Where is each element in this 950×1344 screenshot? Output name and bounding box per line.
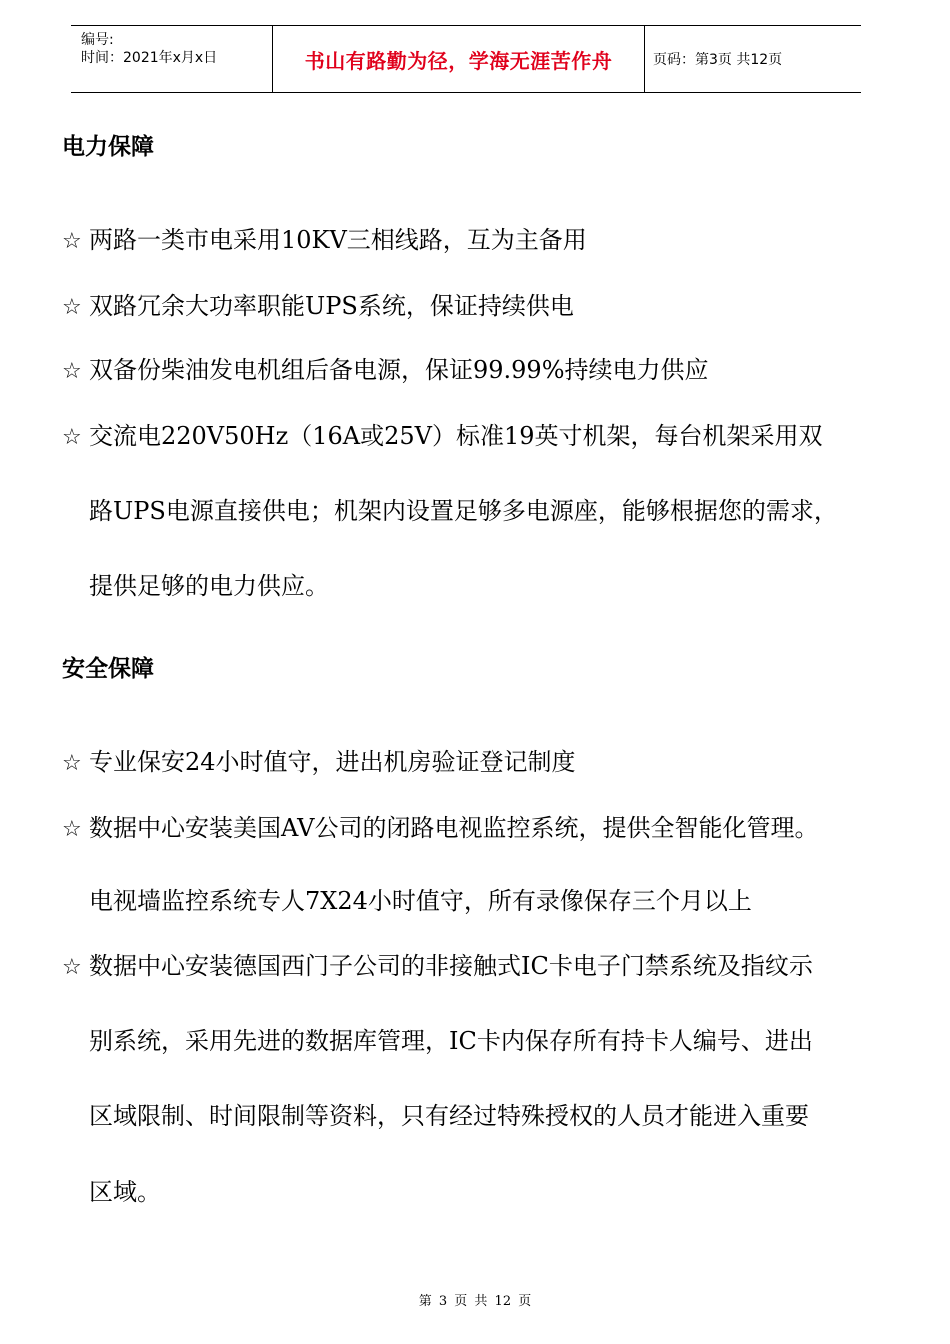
- white-star-icon: ☆: [62, 955, 82, 980]
- header-page-info: 页码：第3页 共12页: [653, 52, 783, 68]
- time-label: 时间：2021年x月x日: [81, 50, 218, 66]
- list-item-text: 数据中心安装德国西门子公司的非接触式IC卡电子门禁系统及指纹示: [89, 952, 813, 980]
- list-item-continuation: 区域。: [89, 1178, 161, 1206]
- list-item: [62, 416, 823, 451]
- list-item-text: 数据中心安装美国AV公司的闭路电视监控系统，提供全智能化管理。: [89, 814, 819, 842]
- list-item-text: 双备份柴油发电机组后备电源，保证99.99%持续电力供应: [89, 356, 709, 384]
- list-item: [62, 220, 587, 255]
- white-star-icon: ☆: [62, 425, 82, 450]
- section-title-power: 电力保障: [62, 134, 154, 160]
- list-item-text: 专业保安24小时值守，进出机房验证登记制度: [89, 748, 576, 776]
- white-star-icon: ☆: [62, 817, 82, 842]
- section-title-security: 安全保障: [62, 656, 154, 682]
- header-motto: 书山有路勤为径，学海无涯苦作舟: [272, 26, 645, 92]
- list-item: [62, 808, 818, 843]
- white-star-icon: ☆: [62, 751, 82, 776]
- header-meta: [71, 26, 272, 92]
- list-item-continuation: 区域限制、时间限制等资料，只有经过特殊授权的人员才能进入重要: [89, 1102, 809, 1130]
- list-item-continuation: 电视墙监控系统专人7X24小时值守，所有录像保存三个月以上: [89, 887, 752, 915]
- page-header: [71, 25, 861, 93]
- list-item-text: 双路冗余大功率职能UPS系统，保证持续供电: [89, 292, 574, 320]
- list-item: [62, 350, 709, 385]
- white-star-icon: ☆: [62, 229, 82, 254]
- white-star-icon: ☆: [62, 359, 82, 384]
- white-star-icon: ☆: [62, 295, 82, 320]
- list-item-continuation: 提供足够的电力供应。: [89, 572, 329, 600]
- list-item: [62, 286, 574, 321]
- list-item-text: 交流电220V50Hz（16A或25V）标准19英寸机架，每台机架采用双: [89, 422, 823, 450]
- list-item: [62, 742, 576, 777]
- list-item-text: 两路一类市电采用10KV三相线路，互为主备用: [89, 226, 587, 254]
- list-item-continuation: 别系统，采用先进的数据库管理，IC卡内保存所有持卡人编号、进出: [89, 1027, 813, 1055]
- page-footer: 第 3 页 共 12 页: [418, 1294, 532, 1309]
- number-label: 编号:: [81, 32, 114, 48]
- list-item-continuation: 路UPS电源直接供电；机架内设置足够多电源座，能够根据您的需求，: [89, 497, 838, 525]
- list-item: [62, 946, 813, 981]
